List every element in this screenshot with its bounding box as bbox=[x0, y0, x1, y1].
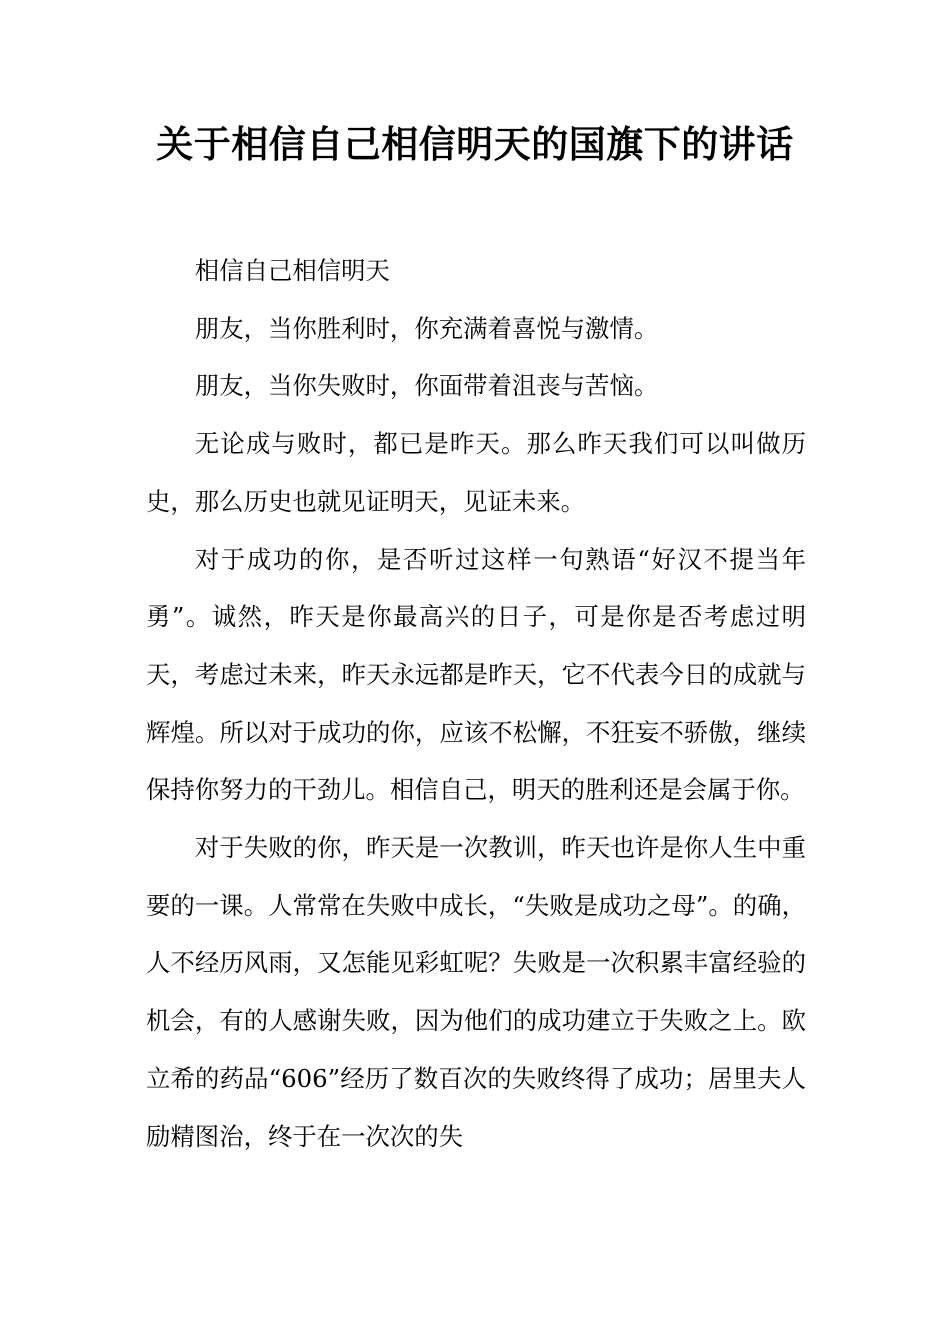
document-title: 关于相信自己相信明天的国旗下的讲话 bbox=[156, 122, 794, 166]
paragraph: 朋友，当你胜利时，你充满着喜悦与激情。 bbox=[194, 313, 659, 343]
document-body bbox=[146, 242, 806, 1165]
paragraph: 无论成与败时，都已是昨天。那么昨天我们可以叫做历史，那么历史也就见证明天，见证未来。 bbox=[146, 429, 806, 516]
paragraph: 对于成功的你，是否听过这样一句熟语“好汉不提当年勇”。诚然，昨天是你最高兴的日子，可是你是否考虑过明天，考虑过未来，昨天永远都是昨天，它不代表今日的成就与辉煌。所以对于成功的你，应该不松懈，不狂妄不骄傲，继续保持你努力的干劲儿。相信自己，明天的胜利还是会属于你。 bbox=[146, 544, 806, 805]
paragraph-subtitle: 相信自己相信明天 bbox=[194, 256, 390, 285]
paragraph: 对于失败的你，昨天是一次教训，昨天也许是你人生中重要的一课。人常常在失败中成长，“失败是成功之母”。的确，人不经历风雨，又怎能见彩虹呢？失败是一次积累丰富经验的机会，有的人感谢失败，因为他们的成功建立于失败之上。欧立希的药品“606”经历了数百次的失败终得了成功；居里夫人励精图治，终于在一次次的失 bbox=[146, 833, 806, 1151]
paragraph: 朋友，当你失败时，你面带着沮丧与苦恼。 bbox=[194, 371, 659, 401]
